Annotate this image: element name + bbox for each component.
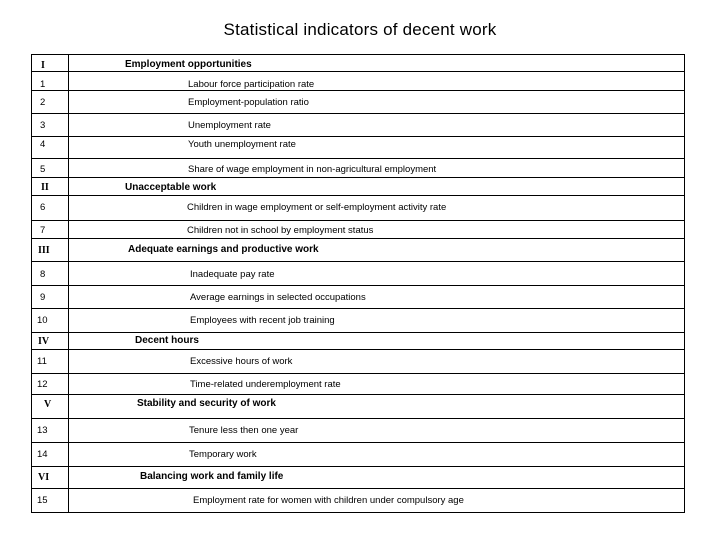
row-divider [31,238,685,239]
indicator-label: Employment-population ratio [188,97,309,108]
indicator-label: Children in wage employment or self-employment activity rate [187,202,447,213]
indicator-label: Children not in school by employment status [187,225,374,236]
indicator-label: Employees with recent job training [190,315,335,326]
row-divider [31,136,685,137]
section-title: Unacceptable work [125,182,217,193]
section-title: Stability and security of work [137,398,276,409]
section-title: Adequate earnings and productive work [128,244,319,255]
indicator-label: Temporary work [189,449,257,460]
row-number: 13 [37,425,48,436]
row-divider [31,349,685,350]
row-number: 4 [40,139,46,150]
row-divider [31,220,685,221]
row-number: 10 [37,315,48,326]
row-divider [31,158,685,159]
row-divider [31,373,685,374]
table-frame [31,54,685,513]
row-number: 9 [40,292,46,303]
row-divider [31,394,685,395]
indicator-label: Share of wage employment in non-agricultural employment [188,164,437,175]
section-title: Employment opportunities [125,59,252,70]
indicator-label: Unemployment rate [188,120,271,131]
row-number: 11 [37,356,47,367]
row-divider [31,442,685,443]
row-number: 7 [40,225,46,236]
row-number: 5 [40,164,46,175]
indicator-label: Labour force participation rate [188,79,315,90]
row-divider [31,113,685,114]
row-divider [31,177,685,178]
row-divider [31,466,685,467]
section-number: II [41,182,49,193]
indicator-label: Average earnings in selected occupations [190,292,366,303]
row-divider [31,488,685,489]
section-title: Balancing work and family life [140,471,284,482]
indicator-label: Tenure less then one year [189,425,299,436]
section-number: IV [38,336,50,347]
row-number: 15 [37,495,48,506]
column-divider [68,54,69,512]
section-title: Decent hours [135,335,199,346]
row-number: 14 [37,449,48,460]
section-number: III [38,245,50,256]
indicator-label: Excessive hours of work [190,356,293,367]
indicator-label: Employment rate for women with children under compulsory age [193,495,464,506]
row-divider [31,332,685,333]
row-divider [31,261,685,262]
page-title: Statistical indicators of decent work [223,20,497,39]
section-number: I [41,60,45,71]
row-divider [31,71,685,72]
indicator-label: Inadequate pay rate [190,269,275,280]
row-number: 6 [40,202,46,213]
row-divider [31,285,685,286]
row-number: 2 [40,97,46,108]
row-number: 12 [37,379,48,390]
section-number: V [44,399,52,410]
row-number: 3 [40,120,46,131]
row-number: 1 [40,79,46,90]
indicator-label: Time-related underemployment rate [190,379,341,390]
row-divider [31,90,685,91]
row-divider [31,418,685,419]
row-divider [31,195,685,196]
section-number: VI [38,472,50,483]
row-number: 8 [40,269,46,280]
row-divider [31,308,685,309]
indicator-label: Youth unemployment rate [188,139,296,150]
